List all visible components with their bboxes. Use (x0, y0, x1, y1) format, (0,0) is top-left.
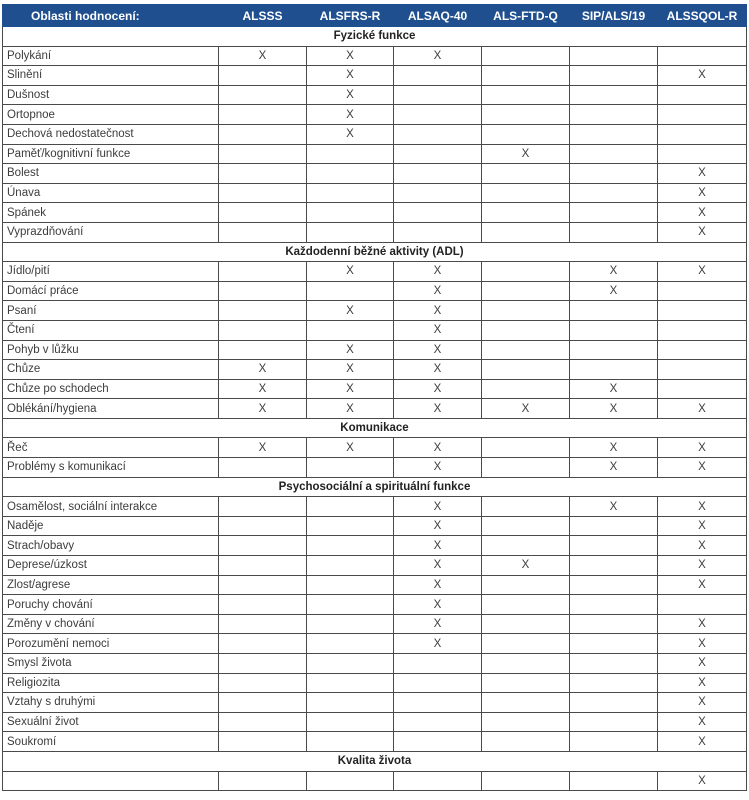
mark-cell (394, 144, 482, 164)
section-row (3, 751, 747, 771)
mark-cell: X (307, 105, 394, 125)
mark-cell (482, 46, 570, 66)
table-row (3, 497, 747, 517)
mark-cell (570, 732, 658, 752)
mark-cell (658, 360, 747, 380)
row-label: Paměť/kognitivní funkce (3, 144, 219, 164)
table-row (3, 144, 747, 164)
mark-cell: X (394, 556, 482, 576)
mark-cell: X (658, 222, 747, 242)
mark-cell (482, 536, 570, 556)
mark-cell: X (307, 262, 394, 282)
mark-cell: X (658, 614, 747, 634)
mark-cell (658, 595, 747, 615)
mark-cell (482, 85, 570, 105)
mark-cell (219, 85, 307, 105)
mark-cell: X (394, 301, 482, 321)
mark-cell: X (658, 262, 747, 282)
row-label: Sexuální život (3, 712, 219, 732)
mark-cell (307, 634, 394, 654)
mark-cell (570, 556, 658, 576)
mark-cell: X (658, 732, 747, 752)
mark-cell: X (394, 536, 482, 556)
mark-cell (219, 340, 307, 360)
table-row (3, 399, 747, 419)
mark-cell (482, 575, 570, 595)
mark-cell (394, 66, 482, 86)
mark-cell: X (307, 124, 394, 144)
mark-cell (219, 458, 307, 478)
mark-cell: X (307, 438, 394, 458)
mark-cell: X (394, 46, 482, 66)
mark-cell (219, 164, 307, 184)
table-row (3, 673, 747, 693)
assessment-domains-table (2, 4, 747, 791)
mark-cell: X (307, 301, 394, 321)
mark-cell: X (658, 771, 747, 791)
mark-cell (482, 732, 570, 752)
mark-cell (394, 183, 482, 203)
mark-cell (307, 614, 394, 634)
mark-cell (570, 46, 658, 66)
row-label: Psaní (3, 301, 219, 321)
table-row (3, 46, 747, 66)
mark-cell (219, 614, 307, 634)
mark-cell (307, 183, 394, 203)
section-title: Psychosociální a spirituální funkce (3, 477, 747, 497)
table-row (3, 85, 747, 105)
mark-cell: X (394, 438, 482, 458)
mark-cell: X (658, 516, 747, 536)
mark-cell (307, 673, 394, 693)
mark-cell: X (570, 262, 658, 282)
mark-cell (219, 673, 307, 693)
table-row (3, 262, 747, 282)
mark-cell (394, 673, 482, 693)
mark-cell: X (658, 654, 747, 674)
mark-cell (307, 497, 394, 517)
mark-cell (482, 281, 570, 301)
mark-cell: X (570, 497, 658, 517)
mark-cell (570, 360, 658, 380)
row-label: Polykání (3, 46, 219, 66)
row-label: Oblékání/hygiena (3, 399, 219, 419)
row-label: Naděje (3, 516, 219, 536)
row-label: Jídlo/pití (3, 262, 219, 282)
mark-cell (307, 516, 394, 536)
mark-cell (219, 222, 307, 242)
row-label: Osamělost, sociální interakce (3, 497, 219, 517)
mark-cell (219, 732, 307, 752)
mark-cell: X (394, 634, 482, 654)
mark-cell (307, 536, 394, 556)
mark-cell (658, 144, 747, 164)
mark-cell (219, 281, 307, 301)
table-row (3, 516, 747, 536)
mark-cell (307, 556, 394, 576)
table-row (3, 712, 747, 732)
mark-cell (307, 222, 394, 242)
mark-cell (570, 693, 658, 713)
mark-cell (219, 693, 307, 713)
mark-cell (219, 634, 307, 654)
mark-cell (394, 732, 482, 752)
row-label: Porozumění nemoci (3, 634, 219, 654)
row-label: Zlost/agrese (3, 575, 219, 595)
mark-cell: X (658, 712, 747, 732)
mark-cell (482, 673, 570, 693)
table-row (3, 556, 747, 576)
mark-cell: X (394, 458, 482, 478)
mark-cell (307, 164, 394, 184)
mark-cell (307, 595, 394, 615)
mark-cell: X (394, 320, 482, 340)
mark-cell (219, 144, 307, 164)
mark-cell (482, 320, 570, 340)
table-row (3, 438, 747, 458)
mark-cell: X (307, 66, 394, 86)
mark-cell (219, 595, 307, 615)
mark-cell: X (570, 399, 658, 419)
table-row (3, 458, 747, 478)
mark-cell (219, 183, 307, 203)
mark-cell (658, 379, 747, 399)
row-label: Religiozita (3, 673, 219, 693)
mark-cell (482, 614, 570, 634)
table-row (3, 654, 747, 674)
mark-cell (570, 124, 658, 144)
table-row (3, 124, 747, 144)
mark-cell (570, 222, 658, 242)
mark-cell (570, 66, 658, 86)
mark-cell (307, 320, 394, 340)
table-row (3, 771, 747, 791)
mark-cell: X (658, 458, 747, 478)
mark-cell (658, 46, 747, 66)
mark-cell: X (658, 556, 747, 576)
mark-cell (394, 203, 482, 223)
mark-cell (219, 262, 307, 282)
mark-cell (658, 281, 747, 301)
table-row (3, 164, 747, 184)
mark-cell: X (394, 262, 482, 282)
mark-cell (482, 183, 570, 203)
mark-cell (570, 164, 658, 184)
mark-cell (219, 771, 307, 791)
table-row (3, 536, 747, 556)
row-label: Únava (3, 183, 219, 203)
mark-cell (570, 654, 658, 674)
mark-cell (482, 222, 570, 242)
mark-cell (482, 105, 570, 125)
mark-cell (307, 732, 394, 752)
row-label: Bolest (3, 164, 219, 184)
mark-cell (482, 654, 570, 674)
mark-cell (482, 516, 570, 536)
mark-cell (219, 66, 307, 86)
mark-cell: X (307, 379, 394, 399)
mark-cell (307, 771, 394, 791)
row-label: Soukromí (3, 732, 219, 752)
mark-cell: X (394, 595, 482, 615)
mark-cell (482, 771, 570, 791)
row-label: Dušnost (3, 85, 219, 105)
mark-cell (219, 320, 307, 340)
mark-cell (570, 183, 658, 203)
row-label (3, 771, 219, 791)
table-header-row (3, 5, 747, 27)
header-domains: Oblasti hodnocení: (3, 5, 219, 27)
mark-cell (570, 712, 658, 732)
row-label: Poruchy chování (3, 595, 219, 615)
row-label: Problémy s komunikací (3, 458, 219, 478)
mark-cell (570, 516, 658, 536)
mark-cell (482, 203, 570, 223)
mark-cell: X (394, 399, 482, 419)
mark-cell (570, 575, 658, 595)
mark-cell: X (219, 46, 307, 66)
table-body (3, 27, 747, 791)
section-title: Komunikace (3, 418, 747, 438)
mark-cell (394, 771, 482, 791)
row-label: Vztahy s druhými (3, 693, 219, 713)
mark-cell (219, 536, 307, 556)
mark-cell: X (570, 438, 658, 458)
mark-cell: X (394, 497, 482, 517)
mark-cell: X (658, 164, 747, 184)
mark-cell (307, 693, 394, 713)
mark-cell: X (219, 379, 307, 399)
mark-cell (482, 379, 570, 399)
mark-cell (570, 340, 658, 360)
mark-cell (482, 262, 570, 282)
mark-cell (307, 458, 394, 478)
mark-cell: X (307, 85, 394, 105)
mark-cell: X (482, 556, 570, 576)
mark-cell (482, 712, 570, 732)
mark-cell (570, 634, 658, 654)
mark-cell (482, 595, 570, 615)
row-label: Vyprazdňování (3, 222, 219, 242)
mark-cell: X (658, 399, 747, 419)
mark-cell (482, 301, 570, 321)
mark-cell (219, 712, 307, 732)
table-row (3, 340, 747, 360)
mark-cell (570, 320, 658, 340)
mark-cell: X (658, 634, 747, 654)
assessment-table-container (2, 4, 746, 791)
mark-cell (482, 693, 570, 713)
row-label: Ortopnoe (3, 105, 219, 125)
row-label: Chůze po schodech (3, 379, 219, 399)
mark-cell (482, 458, 570, 478)
mark-cell (658, 124, 747, 144)
mark-cell: X (394, 379, 482, 399)
mark-cell (570, 85, 658, 105)
mark-cell (482, 164, 570, 184)
table-row (3, 614, 747, 634)
mark-cell (570, 203, 658, 223)
table-row (3, 634, 747, 654)
section-title: Fyzické funkce (3, 27, 747, 47)
table-row (3, 693, 747, 713)
row-label: Chůze (3, 360, 219, 380)
mark-cell (394, 105, 482, 125)
section-row (3, 418, 747, 438)
mark-cell (482, 634, 570, 654)
row-label: Spánek (3, 203, 219, 223)
section-row (3, 242, 747, 262)
mark-cell: X (394, 516, 482, 536)
row-label: Domácí práce (3, 281, 219, 301)
table-row (3, 360, 747, 380)
table-row (3, 320, 747, 340)
table-row (3, 732, 747, 752)
mark-cell (394, 124, 482, 144)
mark-cell: X (394, 575, 482, 595)
mark-cell: X (307, 46, 394, 66)
header-alsaq-40: ALSAQ-40 (394, 5, 482, 27)
mark-cell: X (394, 281, 482, 301)
mark-cell: X (482, 144, 570, 164)
table-row (3, 105, 747, 125)
header-alssqol-r: ALSSQOL-R (658, 5, 747, 27)
mark-cell: X (394, 614, 482, 634)
table-row (3, 66, 747, 86)
mark-cell (570, 301, 658, 321)
mark-cell (482, 497, 570, 517)
mark-cell (482, 340, 570, 360)
header-als-ftd-q: ALS-FTD-Q (482, 5, 570, 27)
row-label: Pohyb v lůžku (3, 340, 219, 360)
mark-cell (307, 712, 394, 732)
mark-cell (219, 105, 307, 125)
mark-cell (570, 536, 658, 556)
header-alsfrs-r: ALSFRS-R (307, 5, 394, 27)
mark-cell: X (658, 497, 747, 517)
mark-cell (658, 85, 747, 105)
mark-cell (658, 340, 747, 360)
mark-cell: X (570, 281, 658, 301)
mark-cell: X (658, 203, 747, 223)
mark-cell (482, 124, 570, 144)
mark-cell: X (307, 399, 394, 419)
section-row (3, 27, 747, 47)
mark-cell (658, 320, 747, 340)
mark-cell: X (394, 340, 482, 360)
mark-cell (570, 105, 658, 125)
mark-cell: X (658, 575, 747, 595)
mark-cell (219, 516, 307, 536)
mark-cell (394, 222, 482, 242)
table-row (3, 203, 747, 223)
row-label: Čtení (3, 320, 219, 340)
mark-cell (219, 497, 307, 517)
mark-cell (570, 595, 658, 615)
mark-cell: X (219, 399, 307, 419)
mark-cell (482, 360, 570, 380)
row-label: Smysl života (3, 654, 219, 674)
section-row (3, 477, 747, 497)
mark-cell: X (658, 536, 747, 556)
mark-cell (570, 614, 658, 634)
mark-cell (394, 693, 482, 713)
mark-cell (219, 124, 307, 144)
mark-cell: X (658, 438, 747, 458)
table-row (3, 379, 747, 399)
mark-cell (482, 438, 570, 458)
mark-cell: X (219, 360, 307, 380)
mark-cell: X (394, 360, 482, 380)
mark-cell: X (219, 438, 307, 458)
mark-cell: X (658, 673, 747, 693)
row-label: Řeč (3, 438, 219, 458)
row-label: Deprese/úzkost (3, 556, 219, 576)
header-alsss: ALSSS (219, 5, 307, 27)
mark-cell: X (658, 66, 747, 86)
table-row (3, 301, 747, 321)
mark-cell (307, 203, 394, 223)
mark-cell (307, 281, 394, 301)
mark-cell: X (658, 693, 747, 713)
mark-cell (570, 771, 658, 791)
mark-cell: X (307, 360, 394, 380)
row-label: Dechová nedostatečnost (3, 124, 219, 144)
mark-cell (219, 203, 307, 223)
mark-cell: X (658, 183, 747, 203)
table-row (3, 595, 747, 615)
mark-cell (570, 673, 658, 693)
row-label: Strach/obavy (3, 536, 219, 556)
mark-cell: X (307, 340, 394, 360)
table-row (3, 222, 747, 242)
mark-cell (394, 654, 482, 674)
mark-cell (482, 66, 570, 86)
mark-cell (219, 654, 307, 674)
mark-cell: X (570, 379, 658, 399)
mark-cell (658, 105, 747, 125)
header-sip-als-19: SIP/ALS/19 (570, 5, 658, 27)
mark-cell (307, 654, 394, 674)
mark-cell (219, 301, 307, 321)
mark-cell (219, 556, 307, 576)
row-label: Změny v chování (3, 614, 219, 634)
table-row (3, 575, 747, 595)
mark-cell (394, 164, 482, 184)
row-label: Slinění (3, 66, 219, 86)
mark-cell (570, 144, 658, 164)
mark-cell (658, 301, 747, 321)
mark-cell (394, 712, 482, 732)
mark-cell (394, 85, 482, 105)
mark-cell (307, 144, 394, 164)
mark-cell (307, 575, 394, 595)
table-row (3, 281, 747, 301)
section-title: Každodenní běžné aktivity (ADL) (3, 242, 747, 262)
table-row (3, 183, 747, 203)
section-title: Kvalita života (3, 751, 747, 771)
mark-cell: X (570, 458, 658, 478)
mark-cell: X (482, 399, 570, 419)
mark-cell (219, 575, 307, 595)
